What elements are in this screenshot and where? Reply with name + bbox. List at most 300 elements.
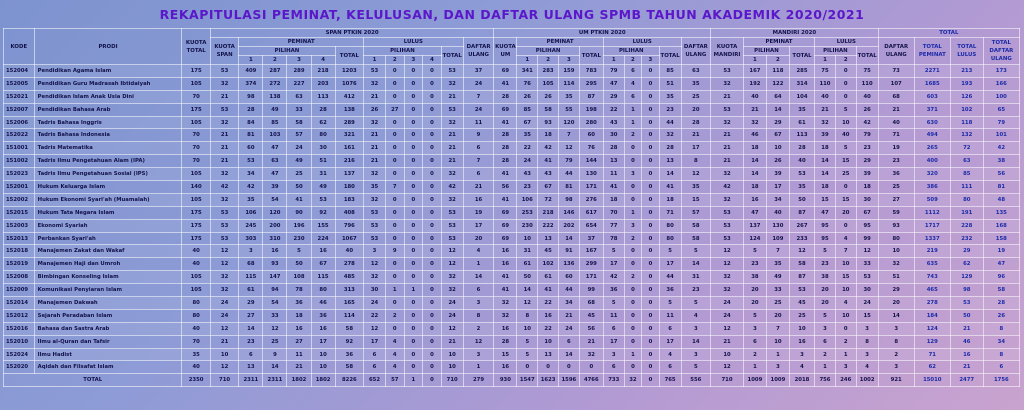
- cell-value: 56: [983, 168, 1019, 181]
- cell-value: 35: [681, 181, 711, 194]
- cell-value: 0: [404, 129, 423, 142]
- cell-value: 2: [815, 348, 836, 361]
- cell-value: 5: [835, 103, 856, 116]
- cell-value: 18: [743, 181, 766, 194]
- cell-prodi: Pendidikan Islam Anak Usia Dini: [34, 90, 182, 103]
- cell-value: 5: [603, 297, 624, 310]
- cell-value: 10: [517, 322, 538, 335]
- cell-value: 81: [239, 129, 263, 142]
- cell-value: 224: [311, 232, 335, 245]
- total-cell: 921: [878, 374, 914, 387]
- cell-value: 65: [983, 103, 1019, 116]
- cell-value: 3: [856, 322, 878, 335]
- cell-value: 99: [856, 232, 878, 245]
- cell-value: 0: [835, 219, 856, 232]
- cell-value: 3: [239, 245, 263, 258]
- cell-value: 70: [182, 129, 210, 142]
- cell-value: 10: [311, 348, 335, 361]
- cell-value: 0: [624, 297, 642, 310]
- cell-value: 75: [856, 65, 878, 78]
- total-cell: 652: [364, 374, 386, 387]
- cell-value: 144: [579, 155, 603, 168]
- cell-value: 32: [210, 193, 238, 206]
- cell-value: 20: [681, 103, 711, 116]
- cell-value: 1: [743, 361, 766, 374]
- cell-value: 80: [659, 219, 681, 232]
- cell-value: 68: [579, 297, 603, 310]
- cell-value: 16: [287, 322, 311, 335]
- table-row: [4, 193, 1020, 206]
- cell-value: 47: [743, 206, 766, 219]
- cell-value: 53: [711, 232, 744, 245]
- cell-value: 49: [263, 103, 287, 116]
- cell-value: 107: [878, 77, 914, 90]
- total-cell: 1547: [517, 374, 538, 387]
- total-cell: 710: [441, 374, 463, 387]
- header-um: UM PTKIN 2020: [494, 29, 711, 38]
- total-cell: 1596: [558, 374, 579, 387]
- cell-value: 7: [385, 181, 404, 194]
- cell-value: 46: [743, 129, 766, 142]
- cell-value: 41: [287, 193, 311, 206]
- total-cell: 765: [659, 374, 681, 387]
- cell-value: 0: [404, 103, 423, 116]
- cell-value: 10: [538, 335, 559, 348]
- cell-value: 310: [263, 232, 287, 245]
- cell-value: 70: [603, 206, 624, 219]
- cell-value: 12: [463, 335, 494, 348]
- cell-value: 69: [494, 65, 517, 78]
- total-cell: 1802: [311, 374, 335, 387]
- cell-value: 1: [404, 284, 423, 297]
- cell-value: 192: [743, 77, 766, 90]
- cell-value: 22: [517, 142, 538, 155]
- cell-value: 14: [878, 309, 914, 322]
- cell-value: 16: [494, 322, 517, 335]
- cell-value: 110: [815, 77, 836, 90]
- cell-value: 14: [815, 155, 836, 168]
- cell-value: 183: [335, 193, 363, 206]
- cell-value: 4: [659, 348, 681, 361]
- cell-value: 25: [681, 90, 711, 103]
- cell-value: 71: [914, 348, 950, 361]
- cell-value: 0: [642, 258, 660, 271]
- cell-value: 53: [441, 103, 463, 116]
- header-num: 4: [423, 56, 442, 65]
- cell-value: 16: [789, 335, 814, 348]
- table-row: [4, 116, 1020, 129]
- cell-value: 0: [404, 335, 423, 348]
- header-num: 2: [538, 56, 559, 65]
- cell-value: 0: [404, 168, 423, 181]
- cell-value: 32: [659, 129, 681, 142]
- cell-value: 0: [423, 297, 442, 310]
- cell-value: 40: [182, 245, 210, 258]
- cell-value: 32: [364, 168, 386, 181]
- cell-value: 76: [517, 77, 538, 90]
- total-label: TOTAL: [4, 374, 182, 387]
- cell-value: 53: [239, 155, 263, 168]
- cell-value: 53: [364, 232, 386, 245]
- cell-value: 140: [182, 181, 210, 194]
- cell-value: 265: [914, 142, 950, 155]
- header-um-daftar-ulang: DAFTAR ULANG: [681, 38, 711, 65]
- cell-value: 94: [263, 284, 287, 297]
- cell-value: 32: [711, 116, 744, 129]
- cell-value: 138: [335, 103, 363, 116]
- cell-value: 72: [950, 142, 983, 155]
- cell-value: 68: [239, 258, 263, 271]
- cell-value: 287: [263, 65, 287, 78]
- cell-prodi: Ilmu al-Quran dan Tafsir: [34, 335, 182, 348]
- cell-value: 14: [463, 271, 494, 284]
- cell-value: 6: [463, 142, 494, 155]
- cell-value: 114: [558, 77, 579, 90]
- cell-value: 43: [517, 168, 538, 181]
- cell-value: 70: [182, 335, 210, 348]
- cell-value: 4: [681, 309, 711, 322]
- cell-value: 21: [681, 129, 711, 142]
- cell-value: 184: [914, 309, 950, 322]
- cell-value: 40: [743, 90, 766, 103]
- cell-value: 35: [239, 193, 263, 206]
- cell-value: 0: [404, 142, 423, 155]
- cell-value: 603: [914, 90, 950, 103]
- header-mandiri-peminat-pilihan: PILIHAN: [743, 47, 789, 56]
- cell-value: 0: [642, 77, 660, 90]
- cell-value: 228: [950, 219, 983, 232]
- cell-kode: 152013: [4, 232, 35, 245]
- cell-value: 42: [239, 181, 263, 194]
- header-mandiri: MANDIRI 2020: [711, 29, 879, 38]
- cell-value: 118: [766, 65, 789, 78]
- cell-value: 0: [404, 258, 423, 271]
- table-row: [4, 129, 1020, 142]
- cell-value: 4: [789, 361, 814, 374]
- cell-value: 0: [404, 322, 423, 335]
- header-span-peminat-pilihan: PILIHAN: [239, 47, 335, 56]
- cell-value: 15: [856, 309, 878, 322]
- cell-value: 16: [743, 193, 766, 206]
- cell-kode: 152014: [4, 297, 35, 310]
- cell-prodi: Ekonomi Syariah: [34, 219, 182, 232]
- cell-value: 20: [815, 284, 836, 297]
- cell-value: 113: [789, 129, 814, 142]
- header-num: 3: [642, 56, 660, 65]
- cell-value: 0: [423, 193, 442, 206]
- cell-value: 0: [642, 245, 660, 258]
- header-row-1: [4, 29, 1020, 38]
- cell-kode: 151002: [4, 155, 35, 168]
- cell-value: 180: [335, 181, 363, 194]
- cell-value: 10: [311, 361, 335, 374]
- cell-value: 16: [494, 361, 517, 374]
- cell-value: 0: [642, 348, 660, 361]
- cell-value: 53: [210, 219, 238, 232]
- cell-value: 28: [603, 142, 624, 155]
- cell-value: 18: [659, 193, 681, 206]
- header-total: TOTAL: [878, 29, 1019, 38]
- cell-value: 216: [335, 155, 363, 168]
- cell-value: 25: [263, 335, 287, 348]
- cell-value: 12: [210, 258, 238, 271]
- cell-value: 14: [558, 348, 579, 361]
- cell-value: 8: [878, 335, 914, 348]
- header-mandiri-peminat-total: TOTAL: [789, 47, 814, 65]
- total-cell: 556: [681, 374, 711, 387]
- cell-value: 98: [558, 193, 579, 206]
- cell-value: 5: [815, 245, 836, 258]
- cell-value: 6: [364, 361, 386, 374]
- cell-value: 13: [239, 361, 263, 374]
- cell-value: 0: [642, 129, 660, 142]
- header-um-lulus-pilihan: PILIHAN: [603, 47, 659, 56]
- cell-value: 8: [983, 348, 1019, 361]
- cell-value: 15: [835, 271, 856, 284]
- cell-value: 69: [494, 206, 517, 219]
- cell-value: 85: [950, 168, 983, 181]
- cell-value: 10: [766, 335, 789, 348]
- cell-value: 38: [815, 271, 836, 284]
- cell-value: 17: [681, 142, 711, 155]
- cell-value: 51: [311, 155, 335, 168]
- cell-value: 21: [364, 129, 386, 142]
- cell-value: 0: [558, 361, 579, 374]
- cell-value: 106: [517, 193, 538, 206]
- cell-value: 12: [441, 258, 463, 271]
- cell-value: 6: [983, 361, 1019, 374]
- cell-value: 15: [835, 155, 856, 168]
- table-row: [4, 335, 1020, 348]
- cell-value: 47: [263, 142, 287, 155]
- cell-value: 19: [878, 142, 914, 155]
- cell-value: 16: [538, 309, 559, 322]
- cell-value: 39: [766, 168, 789, 181]
- cell-value: 53: [364, 219, 386, 232]
- cell-value: 1: [624, 206, 642, 219]
- cell-value: 29: [950, 245, 983, 258]
- cell-value: 70: [182, 90, 210, 103]
- cell-value: 53: [856, 271, 878, 284]
- cell-value: 80: [311, 129, 335, 142]
- cell-value: 155: [311, 219, 335, 232]
- cell-value: 0: [579, 361, 603, 374]
- cell-value: 1: [624, 103, 642, 116]
- header-kuota-span: KUOTA SPAN: [210, 38, 238, 65]
- header-num: 2: [624, 56, 642, 65]
- cell-value: 76: [579, 142, 603, 155]
- cell-value: 2: [743, 348, 766, 361]
- cell-value: 0: [423, 322, 442, 335]
- cell-value: 5: [517, 348, 538, 361]
- cell-prodi: Manajemen Haji dan Umroh: [34, 258, 182, 271]
- cell-value: 12: [711, 322, 744, 335]
- cell-value: 40: [856, 90, 878, 103]
- cell-value: 46: [950, 335, 983, 348]
- cell-value: 15: [681, 193, 711, 206]
- cell-value: 21: [364, 90, 386, 103]
- cell-value: 10: [878, 245, 914, 258]
- total-cell: 710: [210, 374, 238, 387]
- cell-value: 129: [914, 335, 950, 348]
- cell-kode: 152007: [4, 103, 35, 116]
- header-num: 1: [239, 56, 263, 65]
- cell-kode: 152020: [4, 361, 35, 374]
- cell-kode: 152024: [4, 348, 35, 361]
- cell-value: 193: [950, 77, 983, 90]
- cell-value: 17: [603, 258, 624, 271]
- cell-kode: 152003: [4, 219, 35, 232]
- cell-value: 0: [642, 65, 660, 78]
- cell-value: 14: [517, 284, 538, 297]
- cell-value: 43: [538, 168, 559, 181]
- header-num: 1: [743, 56, 766, 65]
- cell-value: 6: [659, 361, 681, 374]
- cell-value: 3: [815, 322, 836, 335]
- cell-value: 67: [766, 129, 789, 142]
- header-total-daftar-ulang: TOTAL DAFTAR ULANG: [983, 38, 1019, 65]
- cell-value: 1: [463, 361, 494, 374]
- cell-value: 158: [983, 232, 1019, 245]
- cell-value: 87: [789, 206, 814, 219]
- header-num: 2: [385, 56, 404, 65]
- cell-value: 56: [579, 322, 603, 335]
- cell-value: 41: [494, 168, 517, 181]
- header-um-peminat-pilihan: PILIHAN: [517, 47, 579, 56]
- cell-value: 30: [856, 193, 878, 206]
- cell-value: 57: [287, 129, 311, 142]
- cell-value: 227: [287, 77, 311, 90]
- cell-value: 70: [182, 142, 210, 155]
- cell-value: 26: [538, 90, 559, 103]
- cell-value: 30: [603, 129, 624, 142]
- header-num: 2: [835, 56, 856, 65]
- cell-value: 7: [463, 155, 494, 168]
- cell-value: 0: [423, 90, 442, 103]
- cell-value: 218: [538, 206, 559, 219]
- cell-value: 3: [789, 348, 814, 361]
- cell-value: 171: [579, 271, 603, 284]
- cell-value: 0: [624, 245, 642, 258]
- cell-value: 44: [659, 271, 681, 284]
- cell-value: 6: [239, 348, 263, 361]
- cell-value: 0: [642, 297, 660, 310]
- cell-value: 57: [681, 206, 711, 219]
- cell-value: 45: [579, 309, 603, 322]
- cell-value: 3: [463, 348, 494, 361]
- cell-value: 0: [423, 284, 442, 297]
- cell-value: 22: [364, 309, 386, 322]
- cell-value: 32: [364, 271, 386, 284]
- cell-value: 67: [538, 181, 559, 194]
- cell-value: 198: [579, 103, 603, 116]
- cell-value: 617: [579, 206, 603, 219]
- header-mandiri-peminat: PEMINAT: [743, 38, 814, 47]
- cell-value: 14: [815, 168, 836, 181]
- cell-value: 113: [311, 90, 335, 103]
- cell-value: 27: [385, 103, 404, 116]
- cell-value: 40: [789, 155, 814, 168]
- cell-value: 0: [385, 65, 404, 78]
- cell-value: 0: [385, 155, 404, 168]
- cell-value: 72: [538, 193, 559, 206]
- total-cell: 2350: [182, 374, 210, 387]
- cell-value: 24: [210, 297, 238, 310]
- cell-value: 34: [558, 297, 579, 310]
- cell-value: 28: [789, 142, 814, 155]
- cell-value: 21: [579, 335, 603, 348]
- cell-value: 24: [463, 103, 494, 116]
- header-span-peminat-total: TOTAL: [335, 47, 363, 65]
- cell-value: 0: [835, 65, 856, 78]
- cell-prodi: Hukum Tata Negara Islam: [34, 206, 182, 219]
- total-cell: 1009: [766, 374, 789, 387]
- total-cell: 2477: [950, 374, 983, 387]
- cell-value: 8: [983, 322, 1019, 335]
- cell-value: 26: [983, 309, 1019, 322]
- cell-value: 47: [603, 77, 624, 90]
- cell-value: 0: [404, 348, 423, 361]
- cell-value: 0: [423, 348, 442, 361]
- cell-value: 62: [311, 116, 335, 129]
- cell-value: 58: [983, 284, 1019, 297]
- cell-value: 77: [603, 219, 624, 232]
- cell-value: 0: [624, 322, 642, 335]
- cell-value: 41: [494, 116, 517, 129]
- table-row: [4, 245, 1020, 258]
- cell-prodi: Tadris Ilmu Pengetahuan Sosial (IPS): [34, 168, 182, 181]
- cell-value: 44: [659, 116, 681, 129]
- cell-value: 42: [603, 271, 624, 284]
- cell-value: 32: [210, 77, 238, 90]
- cell-value: 743: [914, 271, 950, 284]
- cell-value: 17: [766, 181, 789, 194]
- cell-value: 16: [494, 258, 517, 271]
- cell-value: 0: [404, 219, 423, 232]
- cell-value: 222: [538, 219, 559, 232]
- cell-value: 0: [423, 103, 442, 116]
- cell-value: 635: [914, 258, 950, 271]
- cell-value: 32: [210, 284, 238, 297]
- cell-value: 12: [517, 297, 538, 310]
- cell-value: 147: [263, 271, 287, 284]
- cell-value: 11: [659, 309, 681, 322]
- cell-value: 5: [659, 245, 681, 258]
- cell-value: 0: [423, 219, 442, 232]
- cell-value: 0: [624, 361, 642, 374]
- total-cell: 32: [624, 374, 642, 387]
- cell-value: 21: [441, 142, 463, 155]
- cell-value: 19: [463, 206, 494, 219]
- cell-value: 1: [385, 284, 404, 297]
- cell-value: 36: [335, 348, 363, 361]
- cell-value: 34: [239, 168, 263, 181]
- cell-value: 175: [182, 232, 210, 245]
- cell-value: 4: [835, 232, 856, 245]
- cell-value: 41: [494, 271, 517, 284]
- cell-value: 54: [263, 193, 287, 206]
- cell-value: 0: [624, 155, 642, 168]
- cell-value: 95: [815, 232, 836, 245]
- cell-value: 105: [182, 284, 210, 297]
- cell-value: 29: [766, 116, 789, 129]
- cell-value: 3: [681, 348, 711, 361]
- cell-value: 93: [878, 219, 914, 232]
- cell-value: 24: [287, 142, 311, 155]
- cell-prodi: Tadris Ilmu Pengetahuan Alam (IPA): [34, 155, 182, 168]
- cell-value: 485: [335, 271, 363, 284]
- total-cell: 1802: [287, 374, 311, 387]
